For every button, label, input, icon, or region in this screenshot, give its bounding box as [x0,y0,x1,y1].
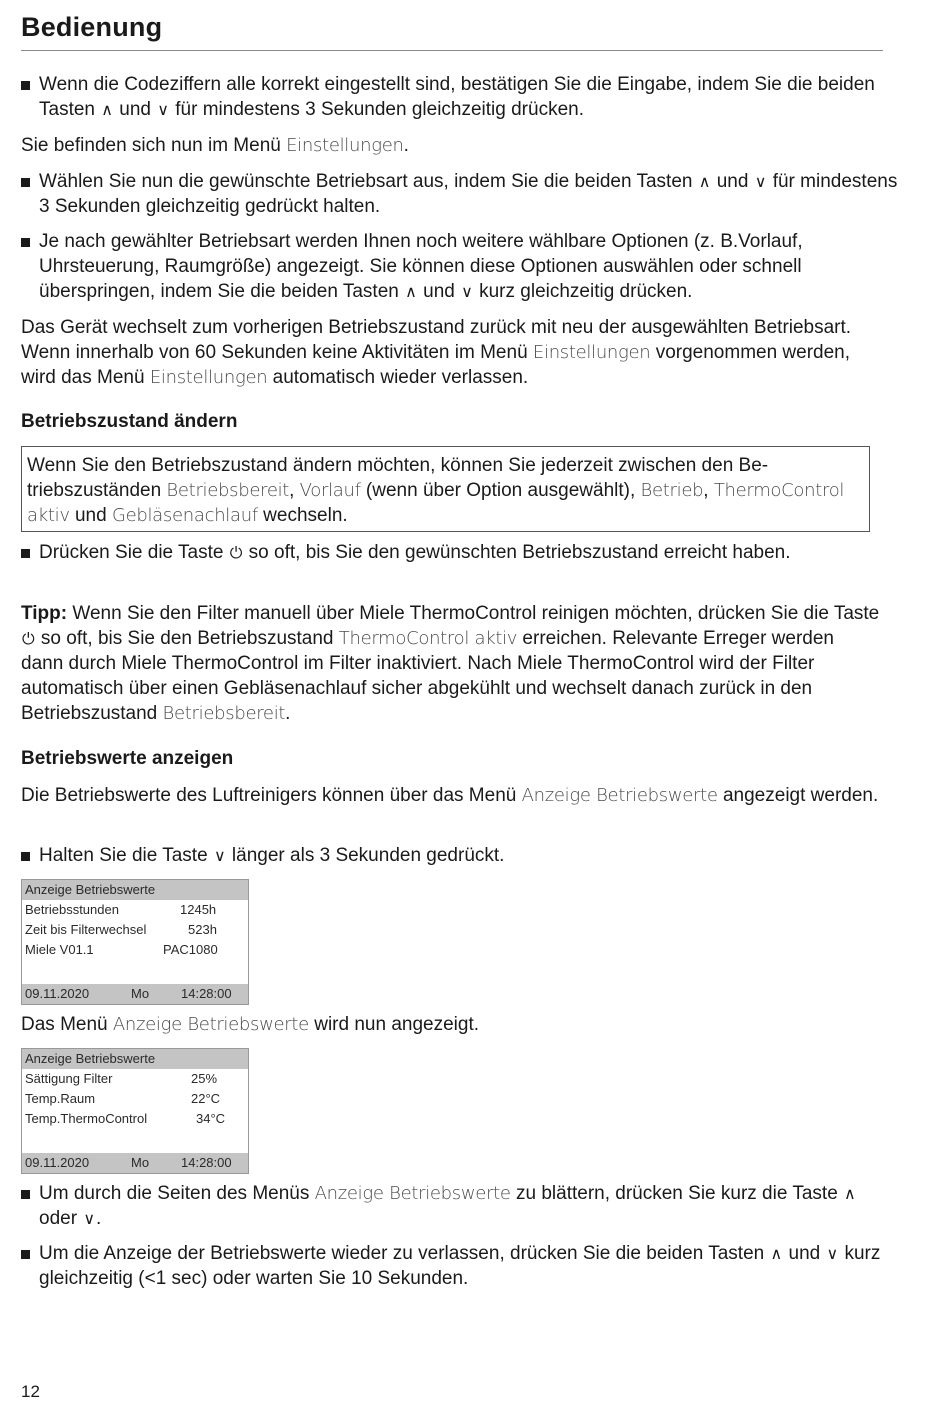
arrow-up-icon: ∧ [405,282,417,301]
text: Die Betriebswerte des Luftreinigers können über das Menü [21,785,522,806]
text: zu blättern, drücken Sie kurz die Taste [510,1183,844,1204]
display-row-value: 523h [188,922,217,937]
display-row-value: 34°C [196,1111,226,1126]
menu-name: Einstellungen [532,342,651,363]
display-footer [22,1153,248,1173]
text: . [285,703,291,724]
state-name: ThermoControl aktiv [338,628,518,649]
display-footer [22,984,248,1004]
menu-name: Anzeige Betriebswerte [112,1014,309,1035]
bullet-scroll-pages [21,1181,899,1231]
menu-name: Einstellungen [149,367,268,388]
paragraph-device-returns [21,315,881,390]
text: angezeigt werden. [717,785,879,806]
arrow-up-icon: ∧ [844,1184,856,1203]
state-name: ThermoControl aktiv [27,480,845,526]
info-box [21,446,870,532]
display-row [22,1109,248,1129]
text: wird nun angezeigt. [308,1014,480,1035]
display-screenshot-1 [21,879,249,1005]
display-date: 09.11.2020 [25,1155,90,1170]
text: länger als 3 Sekunden gedrückt. [226,845,505,866]
display-row-label: Betriebsstunden [25,902,119,917]
display-date: 09.11.2020 [25,986,90,1001]
bullet-press-power [21,540,899,565]
text: erreichen. Relevante Erreger werden dann durch Miele ThermoControl im Filter inaktiviert. Nach Miele ThermoControl wird der Filter automatisch über einen Gebläsenachlauf sicher abgekühlt und wechselt danach zurück in den Betriebszustand [21,628,834,724]
arrow-up-icon: ∧ [770,1244,783,1263]
display-day: Mo [131,1155,150,1170]
text: Um die Anzeige der Betriebswerte wieder zu verlassen, drücken Sie die beiden Tasten [39,1243,770,1264]
text: Wenn Sie den Betriebszustand ändern möchten, können Sie jederzeit zwischen den Betriebszuständen [27,455,769,501]
bullet-options [21,229,899,304]
display-row-value: 1245h [180,902,217,917]
display-row-value: PAC1080 [163,942,218,957]
text: automatisch wieder verlassen. [267,367,529,388]
display-row-label: Temp.ThermoControl [25,1111,148,1126]
text: wechseln. [257,505,348,526]
text: und [417,281,461,302]
text: , [289,480,300,501]
text: und [711,171,754,192]
state-name: Gebläsenachlauf [111,505,258,526]
arrow-down-icon: ∨ [83,1209,96,1228]
text: kurz gleichzeitig (<1 sec) oder warten Sie 10 Sekunden. [39,1243,881,1289]
text: Um durch die Seiten des Menüs [39,1183,315,1204]
text: vorgenommen werden, wird das Menü [21,342,851,388]
text: und [69,505,112,526]
arrow-down-icon: ∨ [461,282,473,301]
display-row [22,1069,248,1089]
text: Halten Sie die Taste [39,845,213,866]
text: und [113,99,157,120]
text: für mindestens 3 Sekunden gleichzeitig gedrückt halten. [39,171,898,217]
power-icon: ⏻ [229,543,243,562]
info-box-text [27,453,869,528]
display-row [22,1089,248,1109]
section-heading-betriebswerte: Betriebswerte anzeigen [21,748,234,769]
display-row-label: Miele V01.1 [25,942,94,957]
text: Je nach gewählter Betriebsart werden Ihnen noch weitere wählbare Optionen (z. B.Vorlauf, Uhrsteuerung, Raumgröße) angezeigt. Sie können diese Optionen auswählen oder schnell überspringen, indem Sie die beiden Tasten [39,231,803,302]
display-row [22,940,248,960]
tip-label: Tipp: [21,603,68,624]
bullet-select-mode [21,169,899,219]
text: (wenn über Option ausgewählt), [360,480,641,501]
title-divider [21,50,883,51]
text: Das Gerät wechselt zum vorherigen Betriebszustand zurück mit neu der ausgewählten Betriebsart. Wenn innerhalb von 60 Sekunden keine Aktivitäten im Menü [21,317,852,363]
state-name: Vorlauf [299,480,361,501]
display-row-label: Zeit bis Filterwechsel [25,922,147,937]
text: kurz gleichzeitig drücken. [473,281,693,302]
power-icon: ⏻ [22,629,35,648]
menu-name: Einstellungen [286,135,404,156]
arrow-down-icon: ∨ [826,1244,839,1263]
arrow-down-icon: ∨ [157,100,169,119]
text: so oft, bis Sie den gewünschten Betriebszustand erreicht haben. [243,542,791,563]
paragraph-operating-values [21,783,881,808]
bullet-hold-down [21,843,899,868]
display-day: Mo [131,986,150,1001]
paragraph-menu-settings [21,133,881,158]
display-screenshot-2 [21,1048,249,1174]
menu-name: Anzeige Betriebswerte [521,785,718,806]
text: oder [39,1208,83,1229]
display-row-label: Temp.Raum [25,1091,96,1106]
display-time: 14:28:00 [181,986,232,1001]
menu-name: Anzeige Betriebswerte [314,1183,511,1204]
text: so oft, bis Sie den Betriebszustand [35,628,339,649]
state-name: Betriebsbereit [166,480,290,501]
text: , [703,480,714,501]
text: Das Menü [21,1014,113,1035]
display-row-value: 22°C [191,1091,221,1106]
display-row-value: 25% [191,1071,218,1086]
arrow-down-icon: ∨ [754,172,767,191]
display-header: Anzeige Betriebswerte [22,1049,248,1069]
bullet-confirm-code [21,72,899,122]
text: Wählen Sie nun die gewünschte Betriebsart aus, indem Sie die beiden Tasten [39,171,698,192]
state-name: Betriebsbereit [162,703,286,724]
paragraph-menu-shown [21,1012,881,1037]
page-number: 12 [21,1382,40,1401]
display-time: 14:28:00 [181,1155,232,1170]
display-row [22,920,248,940]
bullet-exit-display [21,1241,899,1291]
display-row-label: Sättigung Filter [25,1071,113,1086]
text: . [403,135,409,156]
text: Sie befinden sich nun im Menü [21,135,287,156]
display-header: Anzeige Betriebswerte [22,880,248,900]
text: Wenn die Codeziffern alle korrekt eingestellt sind, bestätigen Sie die Eingabe, indem Sie die beiden Tasten [39,74,875,120]
display-row [22,900,248,920]
text: und [783,1243,826,1264]
arrow-up-icon: ∧ [698,172,711,191]
text: für mindestens 3 Sekunden gleichzeitig drücken. [169,99,584,120]
section-heading-betriebszustand: Betriebszustand ändern [21,411,238,432]
text: Drücken Sie die Taste [39,542,229,563]
text: Wenn Sie den Filter manuell über Miele ThermoControl reinigen möchten, drücken Sie die Taste [67,603,880,624]
paragraph-tip [21,601,881,726]
state-name: Betrieb [640,480,704,501]
arrow-down-icon: ∨ [213,846,226,865]
text: . [96,1208,102,1229]
page-title: Bedienung [21,12,163,42]
arrow-up-icon: ∧ [101,100,113,119]
